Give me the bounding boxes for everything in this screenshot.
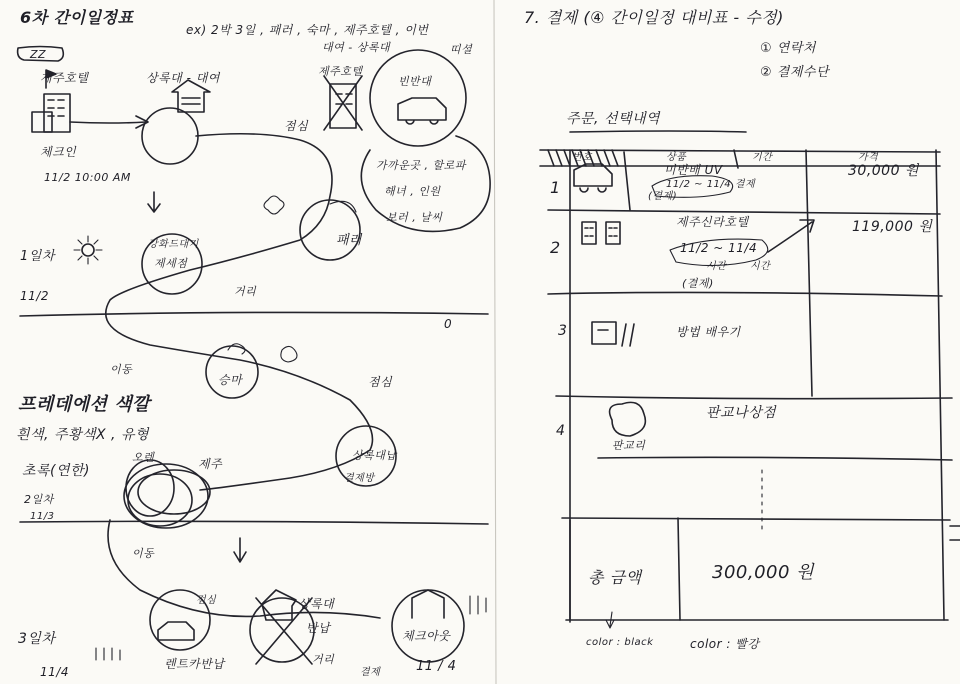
checkout-date: 11 / 4 bbox=[416, 659, 457, 674]
corner-label: 제주호텔 bbox=[318, 65, 363, 78]
dinner-label: 상록대납 bbox=[352, 449, 397, 462]
row2-hotel-icon bbox=[582, 222, 620, 244]
day1-label: 1일차 bbox=[20, 249, 55, 264]
route-arrow-1 bbox=[70, 122, 146, 123]
left-page-title: 6차 간이일정표 bbox=[20, 8, 134, 27]
lower-route bbox=[108, 520, 380, 618]
checkin-time: 11/2 10:00 AM bbox=[44, 171, 131, 184]
day3-label: 3일차 bbox=[18, 631, 56, 647]
row2-product: 제주신라호텔 bbox=[676, 215, 749, 229]
option-payment: ② 결제수단 bbox=[760, 65, 830, 80]
day2-divider bbox=[20, 521, 488, 524]
checkout-building bbox=[412, 590, 444, 618]
balloon-sketch bbox=[281, 346, 297, 362]
day1-date: 11/2 bbox=[20, 289, 49, 303]
right-page-title: 7. 결제 (④ 간이일정 대비표 - 수정) bbox=[524, 8, 784, 27]
row2-number: 2 bbox=[550, 238, 561, 257]
row1-car-icon bbox=[574, 164, 612, 192]
lunch3-label: 점심 bbox=[196, 595, 217, 606]
bbq-top-label: 강화드대기 bbox=[148, 239, 199, 250]
paraglider-label: 패러 bbox=[336, 233, 363, 248]
section-label: 주문, 선택내역 bbox=[566, 111, 661, 127]
bubble-note-3: 보러 , 날씨 bbox=[386, 211, 443, 224]
lunch2-label: 점심 bbox=[368, 375, 393, 389]
option-contact: ① 연락처 bbox=[760, 41, 816, 56]
header-number: 번호 bbox=[572, 152, 593, 163]
row4-product: 판교나상점 bbox=[706, 405, 777, 421]
row4-icon-label: 판교리 bbox=[612, 439, 646, 452]
distance2-label: 거리 bbox=[312, 653, 335, 666]
color-note-sub: 초록(연한) bbox=[22, 463, 91, 479]
row4-number: 4 bbox=[556, 423, 566, 439]
rental-label: 상록대 - 대여 bbox=[146, 71, 220, 85]
hotel-label: 제주호텔 bbox=[40, 71, 89, 85]
rental-circle bbox=[142, 108, 198, 164]
row1-sub: (결제) bbox=[648, 191, 678, 202]
page-fold-line bbox=[494, 0, 496, 684]
day2-date: 11/3 bbox=[30, 511, 55, 522]
moving-label: 이동 bbox=[110, 363, 133, 376]
row2-sub-a: 시간 bbox=[706, 261, 727, 272]
route-south bbox=[148, 192, 160, 212]
example-header: ex) 2박 3일 , 패러 , 숙마 , 제주호텔 , 이번 bbox=[186, 23, 429, 37]
note-left: color : black bbox=[586, 637, 654, 648]
row3-product: 방법 배우기 bbox=[676, 325, 741, 339]
total-label: 총 금액 bbox=[588, 568, 642, 587]
tag-label: ZZ bbox=[30, 48, 47, 61]
row1-product: 미반배 UV bbox=[664, 163, 723, 177]
checkout-label: 체크아웃 bbox=[402, 629, 451, 643]
jeju-label: 제주 bbox=[198, 457, 223, 471]
flower-sketch bbox=[264, 196, 284, 214]
header-price: 가격 bbox=[858, 152, 879, 163]
row3-number: 3 bbox=[558, 323, 568, 339]
bbq-bottom-label: 제세점 bbox=[154, 257, 188, 270]
return-label: 상록대 bbox=[298, 597, 335, 611]
example-sub: 대여 - 상록대 bbox=[322, 41, 391, 54]
sun-icon bbox=[82, 244, 94, 256]
route-south-2 bbox=[234, 538, 246, 562]
color-note-title: 프레데에션 색깔 bbox=[18, 394, 150, 415]
return-sub: 반납 bbox=[306, 621, 331, 635]
checkin-label: 체크인 bbox=[40, 145, 77, 159]
row3-icon bbox=[592, 322, 634, 346]
example-sub2: 띠셜 bbox=[450, 43, 473, 56]
note-right: color : 빨강 bbox=[690, 637, 760, 651]
row2-sub-b: 시간 bbox=[750, 261, 771, 272]
day3-date: 11/4 bbox=[40, 665, 69, 679]
checkout-circle bbox=[392, 590, 464, 662]
section-underline bbox=[570, 131, 746, 132]
car-sketch bbox=[398, 98, 446, 124]
row1-number: 1 bbox=[550, 178, 561, 197]
row4-cloud bbox=[610, 402, 646, 436]
color-note-line: 흰색, 주황색X , 유형 bbox=[16, 427, 150, 443]
horse-label: 승마 bbox=[218, 373, 243, 387]
bubble-note-2: 해녀 , 인원 bbox=[384, 185, 441, 198]
rent-car-label: 렌트카반납 bbox=[164, 657, 225, 671]
row2-arrow bbox=[768, 220, 814, 252]
row2-sub: (결제) bbox=[682, 277, 714, 290]
header-period: 기간 bbox=[752, 152, 773, 163]
paraglider-circle bbox=[300, 200, 363, 260]
car-label: 빈반대 bbox=[398, 75, 432, 88]
day1-divider bbox=[20, 312, 488, 316]
zero-mark: 0 bbox=[444, 317, 453, 331]
header-product: 상품 bbox=[666, 152, 687, 163]
tangerine-label: 오렌 bbox=[132, 451, 155, 464]
lunch-label: 점심 bbox=[284, 119, 309, 133]
bubble-note-1: 가까운곳 , 할로파 bbox=[376, 159, 466, 172]
distance-label: 거리 bbox=[234, 285, 257, 298]
total-value: 300,000 원 bbox=[712, 562, 815, 583]
gas-label: 결제 bbox=[360, 667, 381, 678]
row1-price: 30,000 원 bbox=[848, 163, 919, 179]
row2-price: 119,000 원 bbox=[852, 219, 933, 235]
moving2-label: 이동 bbox=[132, 547, 155, 560]
rain-icon bbox=[96, 648, 120, 660]
row2-period: 11/2 ~ 11/4 bbox=[680, 241, 758, 255]
rent-car-icon bbox=[158, 622, 194, 640]
day2-label: 2일차 bbox=[24, 493, 54, 506]
dinner-sub: 결제방 bbox=[344, 473, 375, 484]
row1-period: 11/2 ~ 11/4 결제 bbox=[666, 179, 756, 190]
horse-circle bbox=[206, 346, 258, 398]
